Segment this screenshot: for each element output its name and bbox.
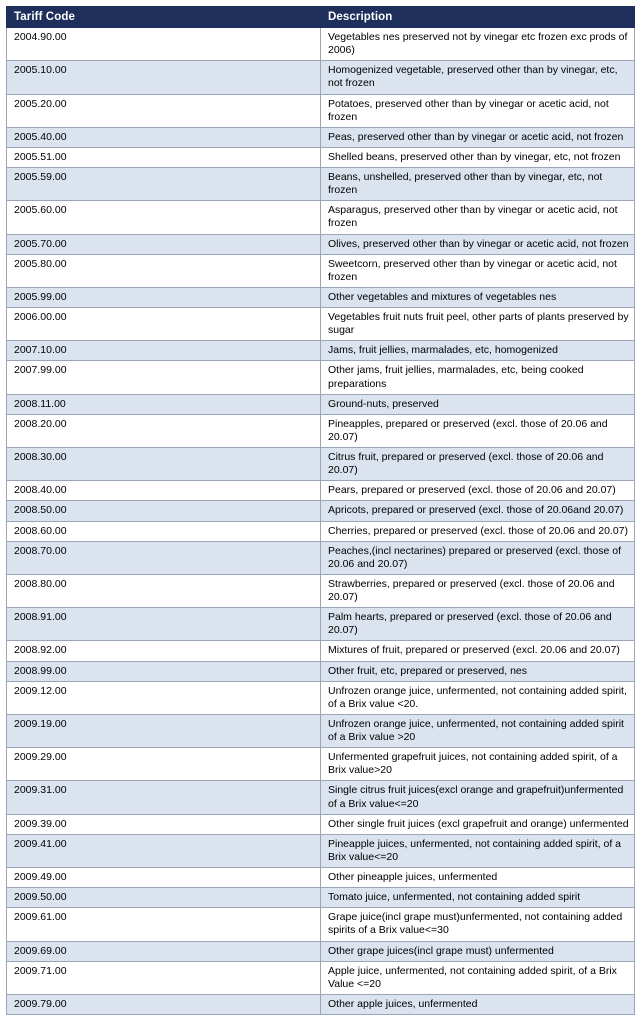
description-cell: Apricots, prepared or preserved (excl. those of 20.06and 20.07) [321,501,635,521]
tariff-code-cell: 2009.39.00 [7,814,321,834]
table-row [7,814,635,834]
tariff-code-cell: 2008.60.00 [7,521,321,541]
table-row [7,888,635,908]
table-row [7,448,635,481]
description-cell: Other grape juices(incl grape must) unfermented [321,941,635,961]
table-row [7,681,635,714]
description-cell: Citrus fruit, prepared or preserved (excl. those of 20.06 and 20.07) [321,448,635,481]
description-cell: Pineapples, prepared or preserved (excl. those of 20.06 and 20.07) [321,414,635,447]
table-row [7,781,635,814]
table-row [7,521,635,541]
table-row [7,748,635,781]
description-cell: Pineapple juices, unfermented, not containing added spirit, of a Brix value<=20 [321,834,635,867]
tariff-code-cell: 2008.11.00 [7,394,321,414]
description-cell: Pears, prepared or preserved (excl. those of 20.06 and 20.07) [321,481,635,501]
table-row [7,661,635,681]
description-cell: Tomato juice, unfermented, not containing added spirit [321,888,635,908]
table-row [7,414,635,447]
table-row [7,234,635,254]
table-row [7,127,635,147]
table-row [7,481,635,501]
tariff-code-cell: 2008.70.00 [7,541,321,574]
table-header-row [7,7,635,28]
tariff-code-cell: 2009.49.00 [7,868,321,888]
description-cell: Potatoes, preserved other than by vinegar or acetic acid, not frozen [321,94,635,127]
tariff-code-cell: 2008.91.00 [7,608,321,641]
tariff-code-cell: 2005.40.00 [7,127,321,147]
description-cell: Cherries, prepared or preserved (excl. those of 20.06 and 20.07) [321,521,635,541]
description-cell: Sweetcorn, preserved other than by vinegar or acetic acid, not frozen [321,254,635,287]
table-row [7,361,635,394]
description-cell: Other single fruit juices (excl grapefruit and orange) unfermented [321,814,635,834]
tariff-code-cell: 2005.10.00 [7,61,321,94]
table-row [7,394,635,414]
tariff-code-table [6,6,635,1015]
tariff-code-cell: 2007.10.00 [7,341,321,361]
table-row [7,608,635,641]
tariff-code-cell: 2005.70.00 [7,234,321,254]
table-row [7,308,635,341]
column-header-description: Description [321,7,635,28]
description-cell: Palm hearts, prepared or preserved (excl. those of 20.06 and 20.07) [321,608,635,641]
description-cell: Single citrus fruit juices(excl orange and grapefruit)unfermented of a Brix value<=20 [321,781,635,814]
description-cell: Beans, unshelled, preserved other than by vinegar, etc, not frozen [321,168,635,201]
table-row [7,287,635,307]
description-cell: Shelled beans, preserved other than by vinegar, etc, not frozen [321,147,635,167]
table-row [7,641,635,661]
description-cell: Grape juice(incl grape must)unfermented, not containing added spirits of a Brix value<=30 [321,908,635,941]
description-cell: Vegetables fruit nuts fruit peel, other parts of plants preserved by sugar [321,308,635,341]
description-cell: Other jams, fruit jellies, marmalades, etc, being cooked preparations [321,361,635,394]
tariff-code-cell: 2008.92.00 [7,641,321,661]
description-cell: Homogenized vegetable, preserved other than by vinegar, etc, not frozen [321,61,635,94]
tariff-code-cell: 2008.40.00 [7,481,321,501]
description-cell: Other fruit, etc, prepared or preserved, nes [321,661,635,681]
table-row [7,501,635,521]
description-cell: Mixtures of fruit, prepared or preserved (excl. 20.06 and 20.07) [321,641,635,661]
column-header-tariff-code: Tariff Code [7,7,321,28]
table-row [7,574,635,607]
table-row [7,28,635,61]
description-cell: Other pineapple juices, unfermented [321,868,635,888]
table-row [7,994,635,1014]
table-row [7,834,635,867]
tariff-code-cell: 2005.80.00 [7,254,321,287]
description-cell: Strawberries, prepared or preserved (excl. those of 20.06 and 20.07) [321,574,635,607]
tariff-code-cell: 2008.80.00 [7,574,321,607]
description-cell: Asparagus, preserved other than by vinegar or acetic acid, not frozen [321,201,635,234]
table-row [7,168,635,201]
description-cell: Olives, preserved other than by vinegar or acetic acid, not frozen [321,234,635,254]
description-cell: Other apple juices, unfermented [321,994,635,1014]
tariff-code-cell: 2005.51.00 [7,147,321,167]
tariff-code-cell: 2006.00.00 [7,308,321,341]
description-cell: Ground-nuts, preserved [321,394,635,414]
table-row [7,941,635,961]
tariff-code-cell: 2009.41.00 [7,834,321,867]
description-cell: Peas, preserved other than by vinegar or acetic acid, not frozen [321,127,635,147]
description-cell: Unfrozen orange juice, unfermented, not containing added spirit, of a Brix value <20. [321,681,635,714]
tariff-code-cell: 2009.12.00 [7,681,321,714]
table-row [7,714,635,747]
tariff-code-cell: 2008.30.00 [7,448,321,481]
description-cell: Vegetables nes preserved not by vinegar etc frozen exc prods of 2006) [321,28,635,61]
tariff-code-cell: 2005.20.00 [7,94,321,127]
tariff-code-cell: 2009.79.00 [7,994,321,1014]
table-row [7,868,635,888]
table-body [7,28,635,1015]
description-cell: Other vegetables and mixtures of vegetables nes [321,287,635,307]
tariff-code-cell: 2009.31.00 [7,781,321,814]
tariff-code-cell: 2009.61.00 [7,908,321,941]
table-row [7,254,635,287]
tariff-code-cell: 2005.59.00 [7,168,321,201]
tariff-code-cell: 2009.19.00 [7,714,321,747]
tariff-code-cell: 2009.50.00 [7,888,321,908]
tariff-code-cell: 2007.99.00 [7,361,321,394]
table-row [7,147,635,167]
tariff-code-cell: 2008.99.00 [7,661,321,681]
tariff-code-cell: 2008.50.00 [7,501,321,521]
description-cell: Jams, fruit jellies, marmalades, etc, homogenized [321,341,635,361]
table-row [7,908,635,941]
tariff-code-cell: 2008.20.00 [7,414,321,447]
description-cell: Unfrozen orange juice, unfermented, not containing added spirit of a Brix value >20 [321,714,635,747]
table-row [7,201,635,234]
tariff-code-cell: 2009.71.00 [7,961,321,994]
tariff-code-cell: 2005.99.00 [7,287,321,307]
table-row [7,961,635,994]
description-cell: Apple juice, unfermented, not containing added spirit, of a Brix Value <=20 [321,961,635,994]
description-cell: Unfermented grapefruit juices, not containing added spirit, of a Brix value>20 [321,748,635,781]
tariff-code-cell: 2005.60.00 [7,201,321,234]
table-header [7,7,635,28]
table-row [7,541,635,574]
description-cell: Peaches,(incl nectarines) prepared or preserved (excl. those of 20.06 and 20.07) [321,541,635,574]
table-row [7,61,635,94]
tariff-code-cell: 2009.69.00 [7,941,321,961]
tariff-code-cell: 2009.29.00 [7,748,321,781]
table-row [7,94,635,127]
tariff-code-cell: 2004.90.00 [7,28,321,61]
table-row [7,341,635,361]
